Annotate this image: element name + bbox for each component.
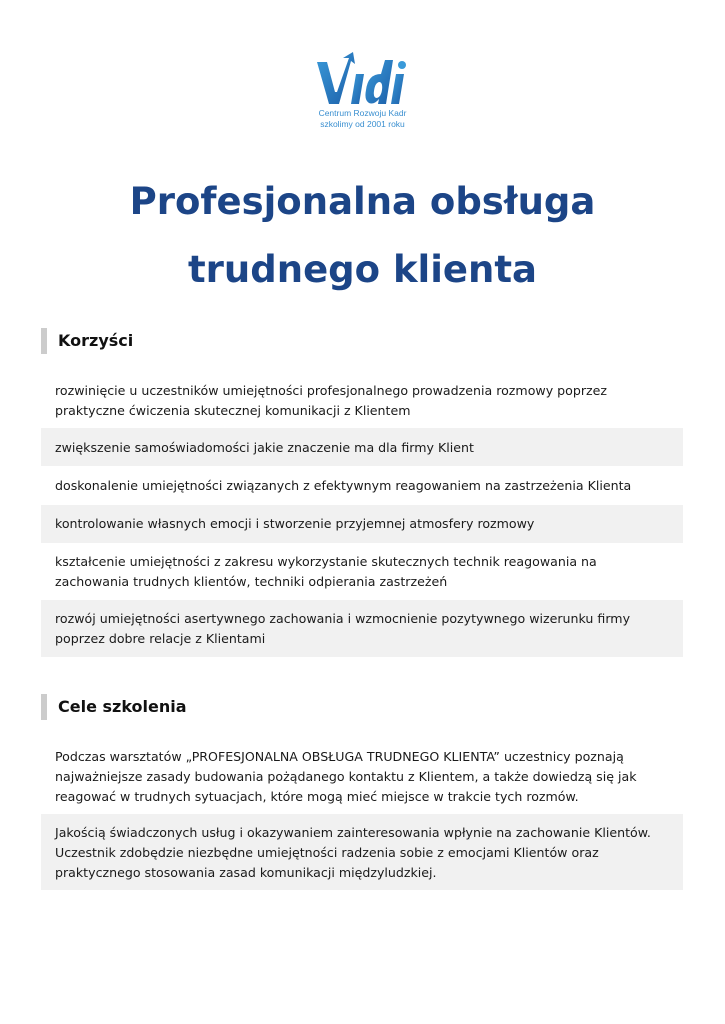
benefit-item: kształcenie umiejętności z zakresu wykorzystanie skutecznych technik reagowania na zachowania trudnych klientów, techniki odpierania zastrzeżeń xyxy=(55,554,597,589)
goals-heading xyxy=(41,694,187,720)
benefit-item: doskonalenie umiejętności związanych z efektywnym reagowaniem na zastrzeżenia Klienta xyxy=(55,478,632,493)
benefits-heading xyxy=(41,328,134,354)
goals-paragraph: Podczas warsztatów „PROFESJONALNA OBSŁUGA TRUDNEGO KLIENTA” uczestnicy poznają najważniejsze zasady budowania pożądanego kontaktu z Klientem, a także dowiedzą się jak reagować w trudnych sytuacjach, które mogą mieć miejsce w trakcie tych rozmów. xyxy=(55,749,637,804)
logo xyxy=(0,52,725,130)
benefit-item: kontrolowanie własnych emocji i stworzenie przyjemnej atmosfery rozmowy xyxy=(41,505,683,543)
goals-paragraph: Jakością świadczonych usług i okazywaniem zainteresowania wpłynie na zachowanie Klientów. Uczestnik zdobędzie niezbędne umiejętności radzenia sobie z emocjami Klientów oraz praktycznego stosowania zasad komunikacji międzyludzkiej. xyxy=(41,814,683,890)
benefits-heading-text: Korzyści xyxy=(58,331,134,350)
logo-tagline-2: szkolimy od 2001 roku xyxy=(320,119,405,129)
title-line-2: trudnego klienta xyxy=(187,248,538,291)
benefit-item: zwiększenie samoświadomości jakie znaczenie ma dla firmy Klient xyxy=(41,428,683,466)
page-title xyxy=(0,168,725,304)
benefit-item: rozwój umiejętności asertywnego zachowania i wzmocnienie pozytywnego wizerunku firmy poprzez dobre relacje z Klientami xyxy=(41,600,683,657)
logo-tagline-1: Centrum Rozwoju Kadr xyxy=(318,108,407,118)
title-line-1: Profesjonalna obsługa xyxy=(129,180,596,223)
benefit-item: rozwinięcie u uczestników umiejętności profesjonalnego prowadzenia rozmowy poprzez praktyczne ćwiczenia skutecznej komunikacji z Klientem xyxy=(55,383,607,418)
vidi-logo-icon xyxy=(313,52,413,108)
goals-heading-text: Cele szkolenia xyxy=(58,697,187,716)
